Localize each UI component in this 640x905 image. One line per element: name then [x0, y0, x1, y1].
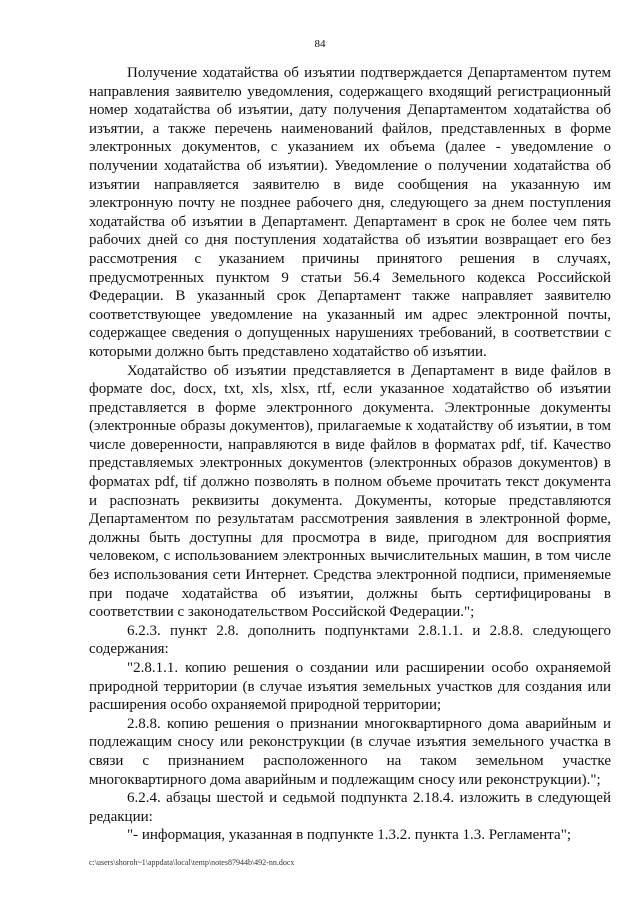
paragraph-file-formats: Ходатайство об изъятии представляется в Департамент в виде файлов в формате doc, docx, txt, xls, xlsx, rtf, если указанное ходатайство об изъятии представляется в форме электронного документа. Электронные документы (электронные образы документов), прилагаемые к ходатайству об изъятии, в том числе доверенности, направляются в виде файлов в форматах pdf, tif. Качество представляемых электронных документов (электронных образов документов) в форматах pdf, tif должно позволять в полном объеме прочитать текст документа и распознать реквизиты документа. Документы, которые представляются Департаментом по результатам рассмотрения заявления в электронной форме, должны быть доступны для просмотра в виде, пригодном для восприятия человеком, с использованием электронных вычислительных машин, в том числе без использования сети Интернет. Средства электронной подписи, применяемые при подаче ходатайства об изъятии, должны быть сертифицированы в соответствии с законодательством Российской Федерации.";: [89, 362, 611, 621]
paragraph-item-6-2-3: 6.2.3. пункт 2.8. дополнить подпунктами 2.8.1.1. и 2.8.8. следующего содержания:: [89, 622, 611, 658]
paragraph-subitem-2-8-8: 2.8.8. копию решения о признании многоквартирного дома аварийным и подлежащим сносу или реконструкции (в случае изъятия земельного участка в связи с признанием расположенного на таком земельном участке многоквартирного дома аварийным и подлежащим сносу или реконструкции).";: [89, 715, 611, 788]
paragraph-item-6-2-4: 6.2.4. абзацы шестой и седьмой подпункта 2.18.4. изложить в следующей редакции:: [89, 790, 611, 825]
document-body: [89, 64, 611, 845]
paragraph-new-wording: "- информация, указанная в подпункте 1.3.2. пункта 1.3. Регламента";: [127, 827, 571, 844]
page-number: 84: [314, 38, 326, 50]
footer-file-path: c:\users\shoroh~1\appdata\local\temp\notes87944b\492-nn.docx: [89, 858, 295, 867]
paragraph-receipt-confirmation: Получение ходатайства об изъятии подтверждается Департаментом путем направления заявителю уведомления, содержащего входящий регистрационный номер ходатайства об изъятии, дату получения Департаментом ходатайства об изъятии, а также перечень наименований файлов, представленных в форме электронных документов, с указанием их объема (далее - уведомление о получении ходатайства об изъятии). Уведомление о получении ходатайства об изъятии направляется заявителю в виде сообщения на указанную им электронную почту не позднее рабочего дня, следующего за днем поступления ходатайства об изъятии в Департамент. Департамент в срок не более чем пять рабочих дней со дня поступления ходатайства об изъятии возвращает его без рассмотрения с указанием причины принятого решения в случаях, предусмотренных пунктом 9 статьи 56.4 Земельного кодекса Российской Федерации. В указанный срок Департамент также направляет заявителю соответствующее уведомление на указанный им адрес электронной почты, содержащее сведения о допущенных нарушениях требований, в соответствии с которыми должно быть представлено ходатайство об изъятии.: [89, 65, 611, 360]
paragraph-subitem-2-8-1-1: "2.8.1.1. копию решения о создании или расширении особо охраняемой природной территории (в случае изъятия земельных участков для создания или расширения особо охраняемой природной территории;: [89, 660, 611, 714]
